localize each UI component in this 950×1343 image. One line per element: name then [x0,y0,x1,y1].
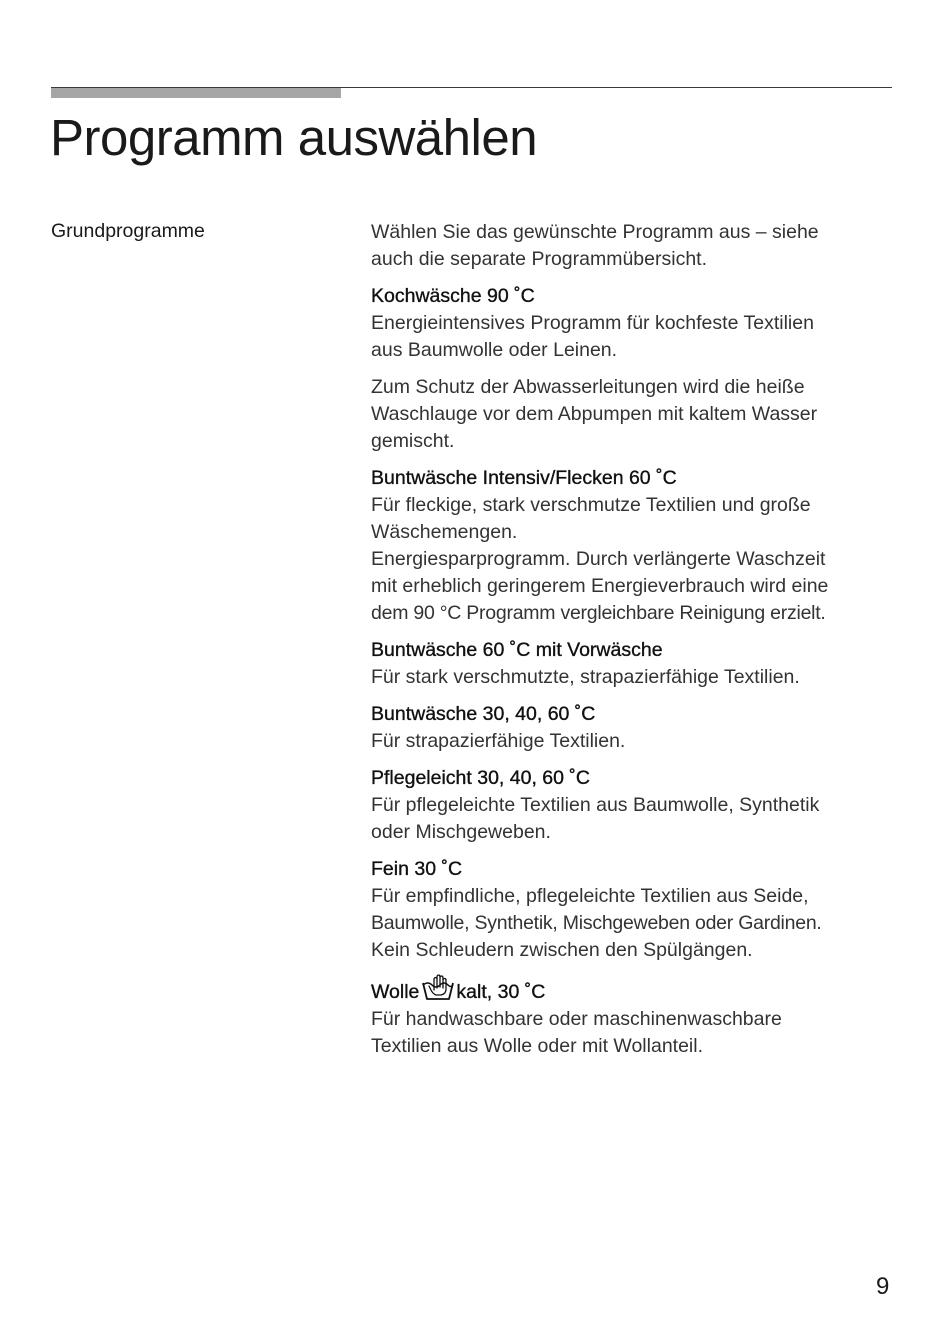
program-buntwaesche [371,701,911,755]
text-line: Wäschemengen. [371,521,518,543]
section-label: Grundprogramme [51,220,205,242]
text-line: Wählen Sie das gewünschte Programm aus – siehe [371,221,819,243]
program-intensiv-flecken [371,465,911,627]
text-line: Für strapazierfähige Textilien. [371,730,626,752]
program-fein [371,856,911,964]
text-line: Für stark verschmutzte, strapazierfähige Textilien. [371,666,800,688]
text-line: Energieintensives Programm für kochfeste Textilien [371,312,814,334]
heading-part: kalt, 30 ˚C [456,981,546,1003]
text-line: Für pflegeleichte Textilien aus Baumwolle, Synthetik [371,794,820,816]
text-line: oder Mischgeweben. [371,821,551,843]
program-heading: Fein 30 ˚C [371,858,463,880]
program-heading: Buntwäsche Intensiv/Flecken 60 ˚C [371,467,677,489]
text-line: auch die separate Programmübersicht. [371,248,708,270]
text-line: Kein Schleudern zwischen den Spülgängen. [371,939,753,961]
intro-paragraph [371,219,911,273]
program-heading: Buntwäsche 30, 40, 60 ˚C [371,703,596,725]
program-heading: Buntwäsche 60 ˚C mit Vorwäsche [371,639,663,661]
program-list [371,219,911,1070]
program-kochwaesche [371,283,911,364]
text-line: Zum Schutz der Abwasserleitungen wird die heiße [371,376,805,398]
heading-part: Wolle [371,981,420,1003]
text-line: Waschlauge vor dem Abpumpen mit kaltem Wasser [371,403,818,425]
program-heading: Pflegeleicht 30, 40, 60 ˚C [371,767,590,789]
text-line: Für fleckige, stark verschmutze Textilien und große [371,494,811,516]
program-wolle [371,974,911,1060]
program-pflegeleicht [371,765,911,846]
text-line: Energiesparprogramm. Durch verlängerte Waschzeit [371,548,826,570]
page-number: 9 [876,1273,890,1300]
text-line: Textilien aus Wolle oder mit Wollanteil. [371,1035,704,1057]
text-line: mit erheblich geringerem Energieverbrauch wird eine [371,575,829,597]
program-heading [371,974,911,1006]
text-line: aus Baumwolle oder Leinen. [371,339,618,361]
handwash-tub-icon [421,974,455,1002]
text-line: Baumwolle, Synthetik, Mischgeweben oder Gardinen. [371,912,822,934]
page-title: Programm auswählen [50,109,538,166]
program-heading: Kochwäsche 90 ˚C [371,285,535,307]
text-line: dem 90 °C Programm vergleichbare Reinigung erzielt. [371,602,826,624]
text-line: Für empfindliche, pflegeleichte Textilien aus Seide, [371,885,809,907]
text-line: gemischt. [371,430,455,452]
header-accent-bar [51,88,341,98]
note-abwasser [371,374,911,455]
text-line: Für handwaschbare oder maschinenwaschbare [371,1008,782,1030]
program-bunt-vorwaesche [371,637,911,691]
